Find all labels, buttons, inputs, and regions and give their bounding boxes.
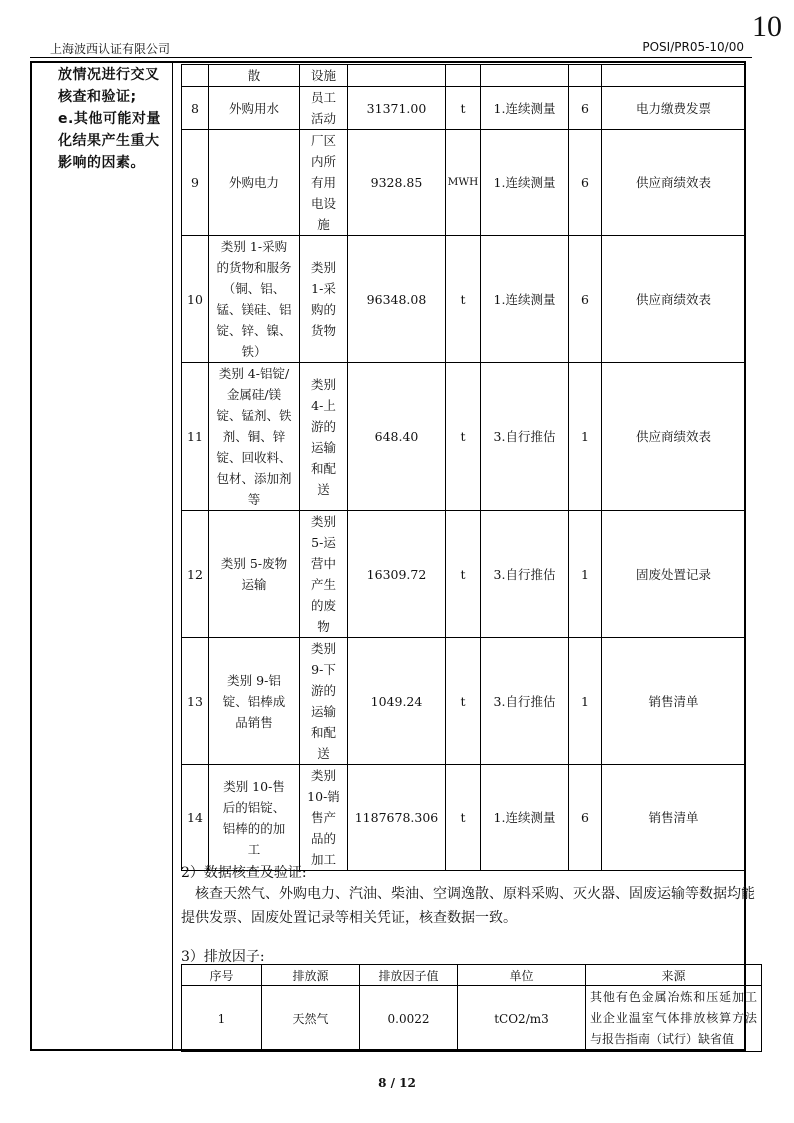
cell-unit: t <box>446 87 481 130</box>
factor-no: 1 <box>182 986 262 1052</box>
cell-grade: 1 <box>569 638 602 765</box>
cell-evidence: 电力缴费发票 <box>602 87 746 130</box>
cell-source: 类别 10-售后的铝锭、铝棒的的加工 <box>209 765 300 871</box>
cell-value: 31371.00 <box>348 87 446 130</box>
cell-source: 外购电力 <box>209 130 300 236</box>
cell-no: 10 <box>182 236 209 363</box>
page-corner-number: 10 <box>752 10 782 43</box>
left-line: 影响的因素。 <box>58 155 145 171</box>
document-code: POSI/PR05-10/00 <box>642 40 744 54</box>
emission-factor-table <box>181 964 762 1052</box>
cell-no: 11 <box>182 363 209 511</box>
factor-row <box>182 986 762 1052</box>
header-cell: 排放源 <box>262 965 360 986</box>
section3-title: 3）排放因子: <box>181 949 265 965</box>
cell-facility: 类别10-销售产品的加工 <box>300 765 348 871</box>
table-row <box>182 765 746 871</box>
left-line: 化结果产生重大 <box>58 133 160 149</box>
cell-unit: t <box>446 765 481 871</box>
header-rule <box>30 57 752 58</box>
cell-source: 类别 4-铝锭/金属硅/镁锭、锰剂、铁剂、铜、锌锭、回收料、包材、添加剂等 <box>209 363 300 511</box>
factor-value: 0.0022 <box>360 986 458 1052</box>
cell-source: 类别 9-铝锭、铝棒成品销售 <box>209 638 300 765</box>
page-number: 8 / 12 <box>378 1076 416 1090</box>
header-cell: 序号 <box>182 965 262 986</box>
cell-evidence: 供应商绩效表 <box>602 363 746 511</box>
cell-facility: 类别4-上游的运输和配送 <box>300 363 348 511</box>
left-line: 放情况进行交叉 <box>58 67 160 83</box>
header-cell: 排放因子值 <box>360 965 458 986</box>
table-row <box>182 130 746 236</box>
table-row <box>182 638 746 765</box>
header-cell: 来源 <box>586 965 762 986</box>
cell-method <box>481 65 569 87</box>
cell-grade: 1 <box>569 511 602 638</box>
cell-facility: 员工活动 <box>300 87 348 130</box>
cell-grade <box>569 65 602 87</box>
cell-value: 16309.72 <box>348 511 446 638</box>
cell-value: 96348.08 <box>348 236 446 363</box>
cell-grade: 1 <box>569 363 602 511</box>
cell-source: 散 <box>209 65 300 87</box>
cell-source: 类别 1-采购的货物和服务（铜、铝、锰、镁硅、铝锭、锌、镍、铁） <box>209 236 300 363</box>
cell-grade: 6 <box>569 765 602 871</box>
cell-facility: 类别5-运营中产生的废物 <box>300 511 348 638</box>
cell-value: 648.40 <box>348 363 446 511</box>
cell-source: 外购用水 <box>209 87 300 130</box>
cell-unit: t <box>446 363 481 511</box>
factor-unit: tCO2/m3 <box>458 986 586 1052</box>
cell-source: 类别 5-废物运输 <box>209 511 300 638</box>
cell-facility: 厂区内所有用电设施 <box>300 130 348 236</box>
cell-facility: 设施 <box>300 65 348 87</box>
factor-header-row <box>182 965 762 986</box>
cell-facility: 类别9-下游的运输和配送 <box>300 638 348 765</box>
cell-evidence: 固废处置记录 <box>602 511 746 638</box>
left-line: e.其他可能对量 <box>58 111 161 127</box>
left-line: 核查和验证; <box>58 89 137 105</box>
cell-unit <box>446 65 481 87</box>
cell-method: 3.自行推估 <box>481 511 569 638</box>
left-column-text <box>58 64 168 174</box>
cell-method: 3.自行推估 <box>481 363 569 511</box>
cell-evidence <box>602 65 746 87</box>
table-row <box>182 363 746 511</box>
factor-origin: 其他有色金属冶炼和压延加工业企业温室气体排放核算方法与报告指南（试行）缺省值 <box>586 986 762 1052</box>
cell-evidence: 供应商绩效表 <box>602 236 746 363</box>
header-cell: 单位 <box>458 965 586 986</box>
factor-source: 天然气 <box>262 986 360 1052</box>
cell-value: 9328.85 <box>348 130 446 236</box>
cell-method: 1.连续测量 <box>481 87 569 130</box>
cell-evidence: 销售清单 <box>602 638 746 765</box>
cell-facility: 类别1-采购的货物 <box>300 236 348 363</box>
cell-unit: MWH <box>446 130 481 236</box>
cell-method: 1.连续测量 <box>481 130 569 236</box>
section2-title: 2）数据核查及验证: <box>181 865 307 881</box>
cell-no <box>182 65 209 87</box>
cell-unit: t <box>446 236 481 363</box>
table-row <box>182 87 746 130</box>
cell-no: 13 <box>182 638 209 765</box>
column-divider <box>172 61 173 1051</box>
cell-grade: 6 <box>569 87 602 130</box>
table-row-partial <box>182 65 746 87</box>
section2-body: 核查天然气、外购电力、汽油、柴油、空调逸散、原料采购、灭火器、固废运输等数据均能提供发票、固废处置记录等相关凭证，核查数据一致。 <box>181 886 755 926</box>
cell-value: 1049.24 <box>348 638 446 765</box>
cell-evidence: 供应商绩效表 <box>602 130 746 236</box>
cell-unit: t <box>446 511 481 638</box>
cell-grade: 6 <box>569 236 602 363</box>
table-row <box>182 236 746 363</box>
cell-value: 1187678.306 <box>348 765 446 871</box>
cell-no: 9 <box>182 130 209 236</box>
cell-value <box>348 65 446 87</box>
cell-no: 12 <box>182 511 209 638</box>
table-row <box>182 511 746 638</box>
emission-data-table <box>181 64 746 871</box>
cell-method: 1.连续测量 <box>481 236 569 363</box>
cell-unit: t <box>446 638 481 765</box>
cell-method: 1.连续测量 <box>481 765 569 871</box>
cell-method: 3.自行推估 <box>481 638 569 765</box>
cell-evidence: 销售清单 <box>602 765 746 871</box>
company-name: 上海波西认证有限公司 <box>50 42 171 56</box>
cell-no: 14 <box>182 765 209 871</box>
cell-grade: 6 <box>569 130 602 236</box>
cell-no: 8 <box>182 87 209 130</box>
